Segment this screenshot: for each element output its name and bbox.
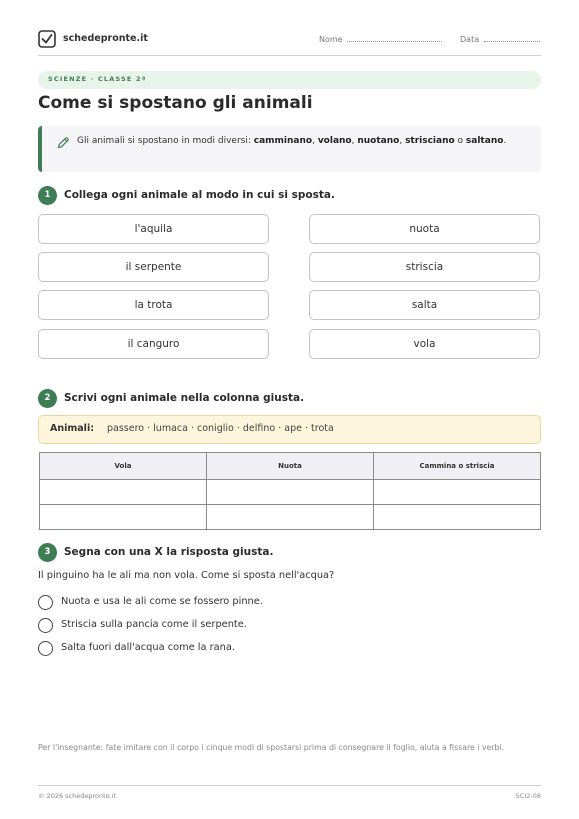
intro-box bbox=[38, 126, 541, 172]
match-animal-box[interactable]: l'aquila bbox=[38, 214, 269, 244]
table-row bbox=[40, 480, 541, 505]
sorting-table bbox=[39, 452, 541, 530]
date-line bbox=[484, 35, 540, 42]
column-header: Vola bbox=[40, 453, 207, 480]
date-label: Data bbox=[460, 35, 480, 44]
name-label: Nome bbox=[319, 35, 343, 44]
match-movement-box[interactable]: nuota bbox=[309, 214, 540, 244]
question-number: 3 bbox=[38, 543, 57, 562]
match-animal-box[interactable]: il serpente bbox=[38, 252, 269, 282]
question-text: Collega ogni animale al modo in cui si sposta. bbox=[64, 189, 335, 201]
page-title: Come si spostano gli animali bbox=[38, 93, 313, 113]
radio-circle-icon[interactable] bbox=[38, 618, 53, 633]
intro-word: nuotano bbox=[357, 136, 400, 146]
subject-bar bbox=[38, 71, 541, 89]
match-animal-box[interactable]: la trota bbox=[38, 290, 269, 320]
intro-text bbox=[77, 134, 532, 150]
intro-sep: , bbox=[312, 136, 318, 146]
option-text: Nuota e usa le ali come se fossero pinne. bbox=[61, 596, 263, 607]
intro-word: strisciano bbox=[405, 136, 455, 146]
column-header: Cammina o striscia bbox=[374, 453, 541, 480]
worksheet-code: SCI2-08 bbox=[515, 792, 541, 800]
subject-label: SCIENZE · CLASSE 2ª bbox=[48, 75, 147, 83]
match-movement-box[interactable]: vola bbox=[309, 329, 540, 359]
name-line bbox=[347, 35, 442, 42]
radio-circle-icon[interactable] bbox=[38, 595, 53, 610]
intro-sep: , bbox=[399, 136, 406, 146]
intro-or: o bbox=[454, 136, 466, 146]
question-text: Segna con una X la risposta giusta. bbox=[64, 546, 274, 558]
question-number: 2 bbox=[38, 389, 57, 408]
date-field[interactable] bbox=[460, 35, 540, 44]
table-cell[interactable] bbox=[374, 480, 541, 505]
table-cell[interactable] bbox=[40, 480, 207, 505]
table-cell[interactable] bbox=[207, 480, 374, 505]
intro-end: . bbox=[503, 136, 507, 146]
question-prompt: Il pinguino ha le ali ma non vola. Come si sposta nell'acqua? bbox=[38, 570, 335, 581]
pencil-icon bbox=[56, 136, 70, 150]
table-cell[interactable] bbox=[40, 505, 207, 530]
animals-word-bank bbox=[38, 415, 541, 444]
intro-word: saltano bbox=[465, 136, 504, 146]
option-text: Salta fuori dall'acqua come la rana. bbox=[61, 642, 235, 653]
brand-name: schedepronte.it bbox=[63, 33, 148, 44]
page-header bbox=[38, 30, 541, 56]
page-footer bbox=[38, 785, 541, 800]
radio-circle-icon[interactable] bbox=[38, 641, 53, 656]
question-text: Scrivi ogni animale nella colonna giusta. bbox=[64, 392, 305, 404]
intro-sep: , bbox=[351, 136, 358, 146]
teacher-note: Per l'insegnante: fate imitare con il corpo i cinque modi di spostarsi prima di consegnare il foglio, aiuta a fissare i verbi. bbox=[38, 743, 505, 752]
table-row bbox=[40, 505, 541, 530]
table-header-row bbox=[40, 453, 541, 480]
copyright: © 2026 schedepronte.it bbox=[38, 792, 117, 800]
name-field[interactable] bbox=[319, 35, 442, 44]
intro-word: volano bbox=[317, 136, 352, 146]
column-header: Nuota bbox=[207, 453, 374, 480]
checkbox-logo-icon bbox=[38, 30, 56, 48]
option-text: Striscia sulla pancia come il serpente. bbox=[61, 619, 247, 630]
match-movement-box[interactable]: striscia bbox=[309, 252, 540, 282]
intro-word: camminano bbox=[253, 136, 313, 146]
animals-list: passero · lumaca · coniglio · delfino · ape · trota bbox=[107, 423, 334, 434]
table-cell[interactable] bbox=[207, 505, 374, 530]
match-movement-box[interactable]: salta bbox=[309, 290, 540, 320]
table-cell[interactable] bbox=[374, 505, 541, 530]
question-number: 1 bbox=[38, 186, 57, 205]
match-animal-box[interactable]: il canguro bbox=[38, 329, 269, 359]
intro-start: Gli animali si spostano in modi diversi: bbox=[77, 136, 254, 146]
animals-label: Animali: bbox=[50, 423, 94, 434]
